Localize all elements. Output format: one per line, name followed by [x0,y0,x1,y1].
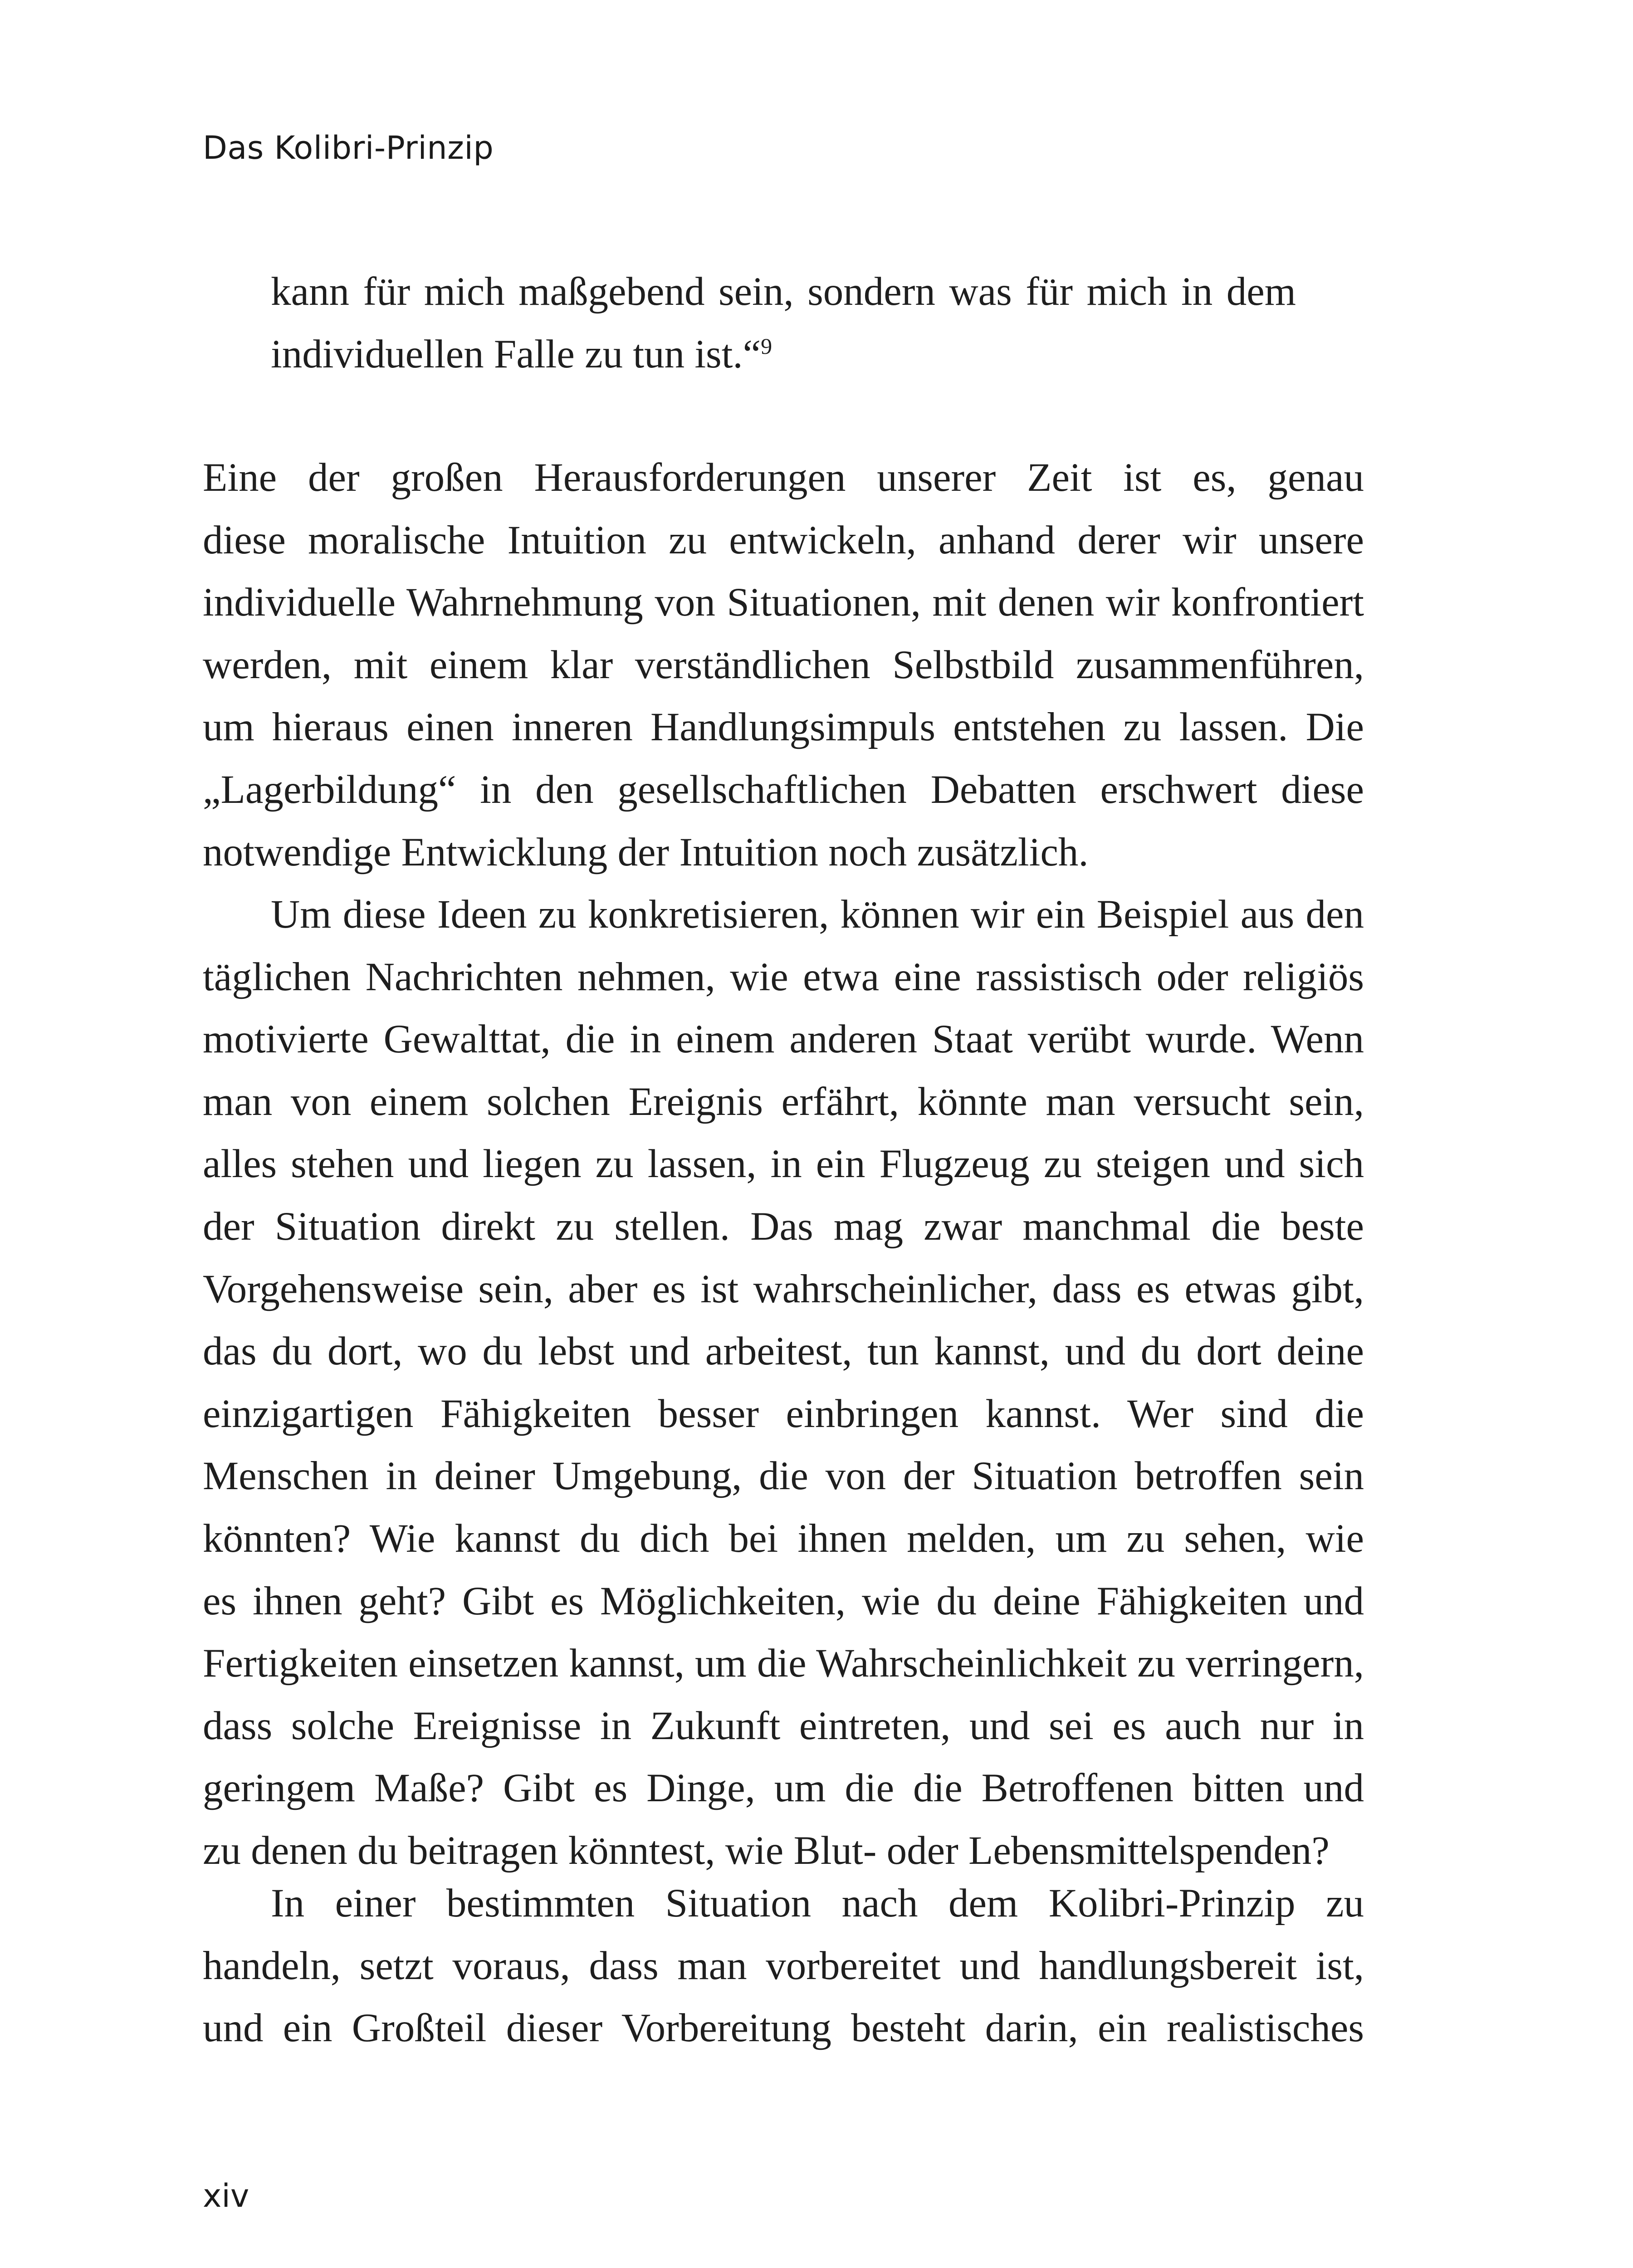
paragraph [203,884,1364,1882]
text-line [271,323,1296,386]
text-line: Fertigkeiten einsetzen kannst, um die Wahrscheinlichkeit zu verringern, [203,1641,1364,1686]
text-line: der Situation direkt zu stellen. Das mag zwar manchmal die beste [203,1204,1364,1249]
text-line: Eine der großen Herausforderungen unserer Zeit ist es, genau [203,455,1364,500]
text-line: um hieraus einen inneren Handlungsimpuls entstehen zu lassen. Die [203,705,1364,750]
text-line: das du dort, wo du lebst und arbeitest, tun kannst, und du dort deine [203,1329,1364,1374]
text-line: könnten? Wie kannst du dich bei ihnen melden, um zu sehen, wie [203,1516,1364,1561]
text-line: dass solche Ereignisse in Zukunft eintreten, und sei es auch nur in [203,1703,1364,1748]
text-line: handeln, setzt voraus, dass man vorbereitet und handlungsbereit ist, [203,1943,1364,1988]
block-quote [271,261,1296,386]
text-line-content: individuellen Falle zu tun ist.“ [271,332,761,376]
text-line: Um diese Ideen zu konkretisieren, können wir ein Beispiel aus den [271,892,1364,937]
footnote-reference: 9 [761,333,772,359]
text-line: individuelle Wahrnehmung von Situationen, mit denen wir konfrontiert [203,580,1364,625]
text-line: In einer bestimmten Situation nach dem Kolibri-Prinzip zu [271,1881,1364,1926]
text-line: täglichen Nachrichten nehmen, wie etwa eine rassistisch oder religiös [203,954,1364,999]
text-line: Vorgehensweise sein, aber es ist wahrscheinlicher, dass es etwas gibt, [203,1266,1364,1311]
page-number: xiv [203,2177,249,2214]
paragraph [203,447,1364,884]
text-line: werden, mit einem klar verständlichen Selbstbild zusammenführen, [203,642,1364,687]
text-line: „Lagerbildung“ in den gesellschaftlichen Debatten erschwert diese [203,767,1364,812]
text-line: motivierte Gewalttat, die in einem anderen Staat verübt wurde. Wenn [203,1017,1364,1062]
text-line: diese moralische Intuition zu entwickeln, anhand derer wir unsere [203,518,1364,562]
text-line: Menschen in deiner Umgebung, die von der Situation betroffen sein [203,1454,1364,1499]
paragraph [203,1872,1364,2060]
text-line: geringem Maße? Gibt es Dinge, um die die Betroffenen bitten und [203,1766,1364,1811]
text-line: alles stehen und liegen zu lassen, in ein Flugzeug zu steigen und sich [203,1142,1364,1187]
text-line: notwendige Entwicklung der Intuition noch zusätzlich. [203,830,1089,875]
text-line: es ihnen geht? Gibt es Möglichkeiten, wie du deine Fähigkeiten und [203,1579,1364,1623]
running-head: Das Kolibri-Prinzip [203,129,494,166]
text-line: einzigartigen Fähigkeiten besser einbringen kannst. Wer sind die [203,1391,1364,1436]
text-line: kann für mich maßgebend sein, sondern was für mich in dem [271,269,1296,314]
text-line: man von einem solchen Ereignis erfährt, könnte man versucht sein, [203,1079,1364,1124]
text-line: zu denen du beitragen könntest, wie Blut- oder Lebensmittelspenden? [203,1828,1330,1873]
text-line: und ein Großteil dieser Vorbereitung besteht darin, ein realistisches [203,2006,1364,2051]
